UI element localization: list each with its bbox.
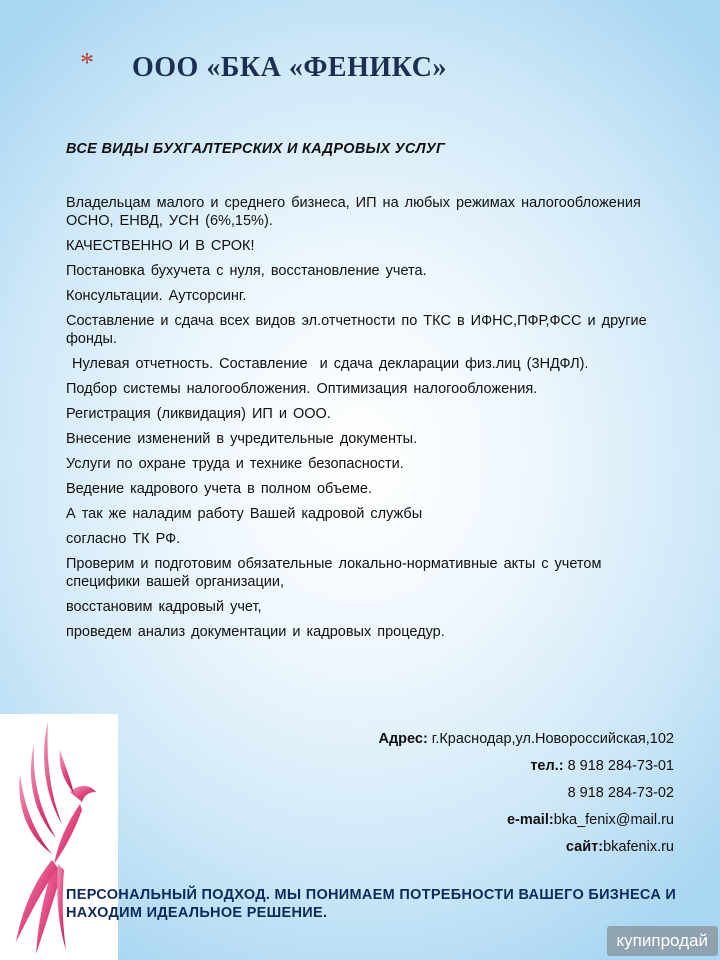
services-heading: ВСЕ ВИДЫ БУХГАЛТЕРСКИХ И КАДРОВЫХ УСЛУГ: [66, 141, 446, 157]
service-item: Услуги по охране труда и технике безопасности.: [66, 456, 404, 472]
phoenix-icon: [0, 714, 118, 960]
phone-value-1[interactable]: 8 918 284-73-01: [563, 758, 674, 774]
service-item: А так же наладим работу Вашей кадровой службы: [66, 506, 423, 522]
service-item: Консультации. Аутсорсинг.: [66, 288, 247, 304]
phone-row-2: [378, 780, 674, 807]
phone-row: [378, 753, 674, 780]
services-list: [66, 194, 676, 648]
title-star: *: [80, 48, 94, 79]
service-item: Составление и сдача всех видов эл.отчетности по ТКС в ИФНС,ПФР,ФСС и другие фонды.: [66, 313, 647, 347]
address-row: [378, 726, 674, 753]
email-label: e-mail:: [506, 812, 554, 828]
phone-value-2[interactable]: 8 918 284-73-02: [567, 785, 674, 801]
email-row: [378, 807, 674, 834]
service-item: Внесение изменений в учредительные документы.: [66, 431, 418, 447]
watermark-badge: купипродай: [607, 926, 718, 956]
address-label: Адрес:: [378, 731, 428, 747]
service-item: восстановим кадровый учет,: [66, 599, 262, 615]
page-title: ООО «БКА «ФЕНИКС»: [132, 52, 447, 83]
phoenix-logo: [0, 714, 118, 960]
phone-label: тел.:: [530, 758, 564, 774]
service-item: Владельцам малого и среднего бизнеса, ИП на любых режимах налогообложения ОСНО, ЕНВД, УСН (6%,15%).: [66, 195, 641, 229]
email-link[interactable]: bka_fenix@mail.ru: [553, 812, 674, 828]
service-item: согласно ТК РФ.: [66, 531, 181, 547]
footer-slogan: ПЕРСОНАЛЬНЫЙ ПОДХОД. МЫ ПОНИМАЕМ ПОТРЕБНОСТИ ВАШЕГО БИЗНЕСА И НАХОДИМ ИДЕАЛЬНОЕ РЕШЕНИЕ.: [66, 887, 677, 921]
site-row: [378, 834, 674, 861]
service-item: Подбор системы налогообложения. Оптимизация налогообложения.: [66, 381, 538, 397]
service-item: Регистрация (ликвидация) ИП и ООО.: [66, 406, 331, 422]
address-value: г.Краснодар,ул.Новороссийская,102: [427, 731, 674, 747]
service-item: Нулевая отчетность. Составление и сдача декларации физ.лиц (3НДФЛ).: [66, 356, 589, 372]
service-item: проведем анализ документации и кадровых процедур.: [66, 624, 445, 640]
service-item: Проверим и подготовим обязательные локально-нормативные акты с учетом специфики вашей организации,: [66, 556, 602, 590]
site-link[interactable]: bkafenix.ru: [603, 839, 674, 855]
service-item: Постановка бухучета с нуля, восстановление учета.: [66, 263, 427, 279]
service-item: КАЧЕСТВЕННО И В СРОК!: [66, 238, 255, 254]
contact-block: [378, 726, 674, 861]
service-item: Ведение кадрового учета в полном объеме.: [66, 481, 373, 497]
site-label: сайт:: [565, 839, 604, 855]
